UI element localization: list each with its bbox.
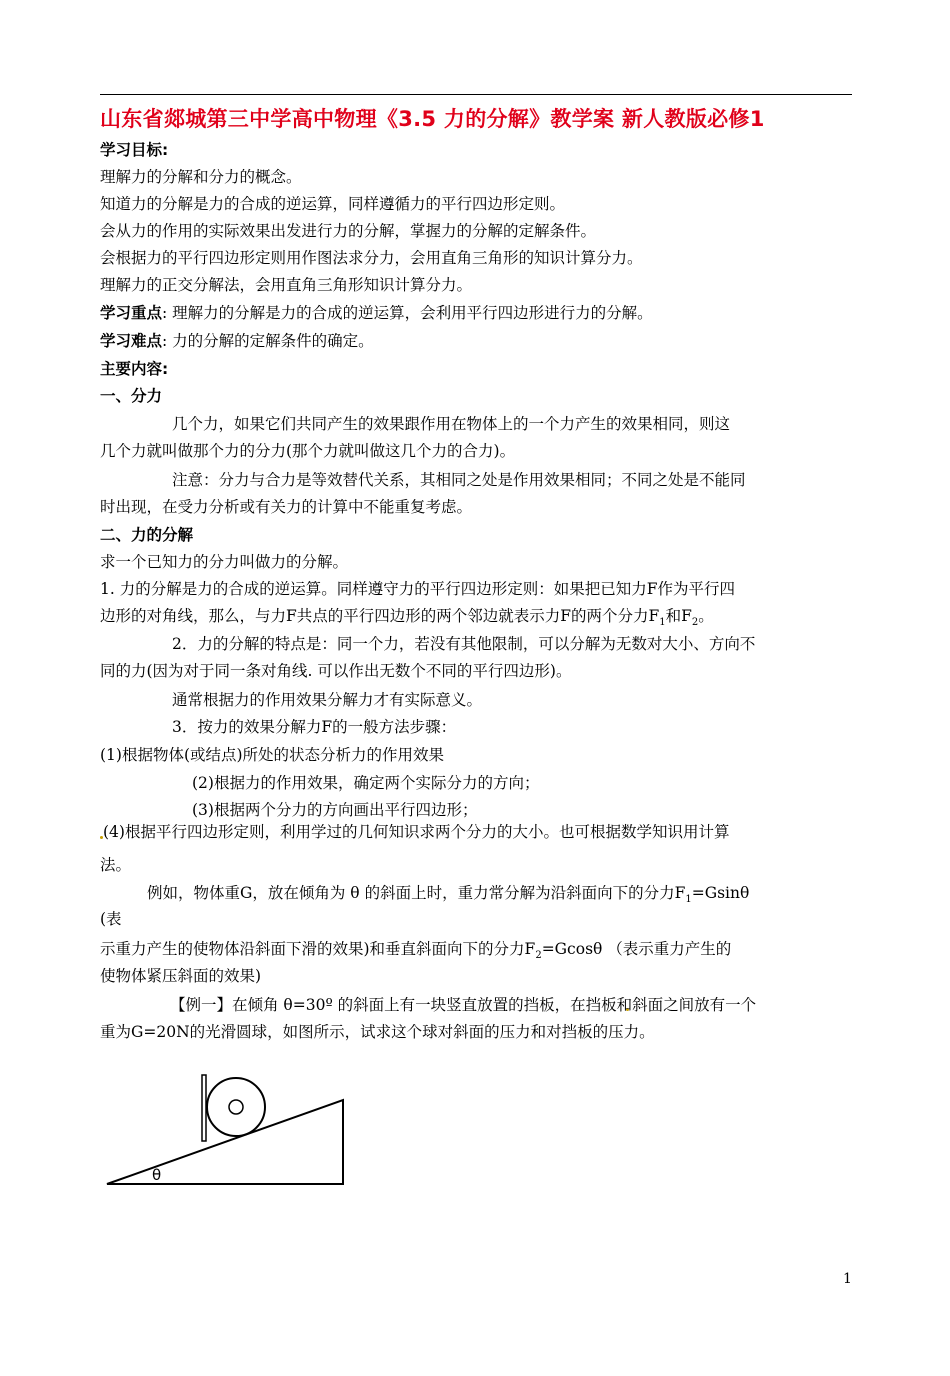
key-point-text: : 理解力的分解是力的合成的逆运算，会利用平行四边形进行力的分解。: [162, 304, 653, 322]
section2-intro: 求一个已知力的分力叫做力的分解。: [100, 553, 349, 571]
section2-text: 同的力(因为对于同一条对角线. 可以作出无数个不同的平行四边形)。: [100, 662, 572, 680]
example-text: (表: [100, 910, 122, 928]
header-rule: [100, 94, 852, 95]
example1-text: 【例一】在倾角 θ=30º 的斜面上有一块竖直放置的挡板，在挡板和斜面之间放有一个: [170, 996, 757, 1014]
example-text: [100, 939, 731, 966]
document-title: 山东省郯城第三中学高中物理《3.5 力的分解》教学案 新人教版必修1: [100, 107, 765, 131]
step-item: (2)根据力的作用效果，确定两个实际分力的方向；: [192, 774, 540, 792]
objective-item: 会根据力的平行四边形定则用作图法求分力，会用直角三角形的知识计算分力。: [100, 249, 643, 267]
difficulty: [100, 331, 374, 351]
incline-figure: [100, 1068, 360, 1192]
step-item: (4)根据平行四边形定则，利用学过的几何知识求两个分力的大小。也可根据数学知识用计算: [103, 823, 730, 841]
objective-item: 知道力的分解是力的合成的逆运算，同样遵循力的平行四边形定则。: [100, 195, 566, 213]
text-span: 例如，物体重G，放在倾角为 θ 的斜面上时，重力常分解为沿斜面向下的分力F: [147, 884, 686, 902]
vertical-baffle: [202, 1075, 206, 1141]
objectives-label: 学习目标:: [100, 141, 169, 159]
key-point-label: 学习重点: [100, 304, 163, 322]
text-span: 示重力产生的使物体沿斜面下滑的效果)和垂直斜面向下的分力F: [100, 940, 536, 958]
section1-note: 时出现，在受力分析或有关力的计算中不能重复考虑。: [100, 498, 473, 516]
text-span: =Gsinθ: [691, 884, 750, 902]
main-content-label: 主要内容:: [100, 360, 169, 378]
subscript: 2: [535, 950, 542, 962]
step-item: (1)根据物体(或结点)所处的状态分析力的作用效果: [100, 746, 445, 764]
example-text: 使物体紧压斜面的效果): [100, 967, 262, 985]
section1-note: 注意：分力与合力是等效替代关系，其相同之处是作用效果相同；不同之处是不能同: [172, 471, 746, 489]
key-point: [100, 303, 653, 323]
section1-heading: 一、分力: [100, 387, 163, 405]
smooth-ball: [207, 1078, 265, 1136]
objective-item: 理解力的分解和分力的概念。: [100, 168, 302, 186]
example-text: [147, 883, 749, 910]
page-number: 1: [843, 1271, 852, 1287]
text-span: 。: [698, 607, 714, 625]
example1-text: 重为G=20N的光滑圆球，如图所示，试求这个球对斜面的压力和对挡板的压力。: [100, 1023, 655, 1041]
angle-label: θ: [152, 1166, 162, 1184]
objective-item: 理解力的正交分解法，会用直角三角形知识计算分力。: [100, 276, 473, 294]
subscript: 1: [659, 617, 666, 629]
subscript: 1: [685, 894, 692, 906]
text-span: =Gcosθ （表示重力产生的: [541, 940, 732, 958]
section1-paragraph: 几个力，如果它们共同产生的效果跟作用在物体上的一个力产生的效果相同，则这: [172, 415, 731, 433]
section1-paragraph: 几个力就叫做那个力的分力(那个力就叫做这几个力的合力)。: [100, 442, 516, 460]
step-item: 法。: [100, 856, 132, 874]
text-span: 和F: [665, 607, 692, 625]
text-span: 边形的对角线，那么，与力F共点的平行四边形的两个邻边就表示力F的两个分力F: [100, 607, 660, 625]
subscript: 2: [691, 617, 699, 629]
section2-text: 通常根据力的作用效果分解力才有实际意义。: [172, 691, 483, 709]
difficulty-label: 学习难点: [100, 332, 163, 350]
section2-text: [100, 606, 714, 633]
step-item: (3)根据两个分力的方向画出平行四边形；: [192, 801, 478, 819]
section2-text: 1. 力的分解是力的合成的逆运算。同样遵守力的平行四边形定则：如果把已知力F作为平行四: [100, 580, 735, 598]
section2-text: 2．力的分解的特点是：同一个力，若没有其他限制，可以分解为无数对大小、方向不: [172, 635, 756, 653]
section2-heading: 二、力的分解: [100, 526, 194, 544]
difficulty-text: : 力的分解的定解条件的确定。: [162, 332, 374, 350]
objective-item: 会从力的作用的实际效果出发进行力的分解，掌握力的分解的定解条件。: [100, 222, 597, 240]
section2-text: 3．按力的效果分解力F的一般方法步骤：: [172, 718, 457, 736]
